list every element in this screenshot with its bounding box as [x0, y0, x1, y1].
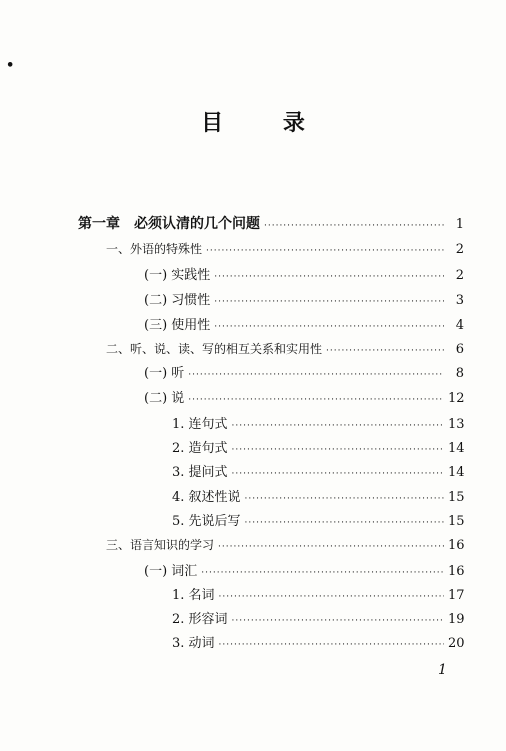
toc-entry-page: 8: [455, 366, 464, 381]
toc-entry-page: 15: [448, 490, 465, 505]
leader-dots: [219, 640, 444, 650]
toc-entry-page: 19: [448, 612, 465, 627]
toc-entry-label: 第一章 必须认清的几个问题: [78, 216, 260, 232]
toc-entry-page: 14: [448, 441, 465, 456]
toc-entry-chapter-1[interactable]: [78, 213, 464, 233]
toc-entry-label: (三) 使用性: [144, 318, 211, 333]
leader-dots: [201, 568, 444, 578]
toc-entry-label: 5. 先说后写: [172, 514, 241, 529]
toc-entry-subsection[interactable]: [144, 362, 464, 381]
toc-entry-section[interactable]: [106, 240, 464, 257]
toc-entry-label: (二) 习惯性: [144, 293, 211, 308]
toc-entry-item[interactable]: [172, 510, 464, 529]
toc-entry-item[interactable]: [172, 584, 464, 603]
leader-dots: [245, 494, 444, 504]
toc-entry-label: 1. 名词: [172, 588, 215, 603]
toc-entry-item[interactable]: [172, 608, 464, 627]
toc-entry-item[interactable]: [172, 632, 464, 651]
toc-entry-page: 3: [455, 293, 464, 308]
toc-entry-page: 6: [455, 342, 464, 357]
toc-entry-item[interactable]: [172, 413, 464, 432]
toc-entry-page: 2: [455, 268, 464, 283]
toc-entry-subsection[interactable]: [144, 289, 464, 308]
leader-dots: [206, 246, 444, 256]
toc-entry-label: (一) 听: [144, 366, 185, 381]
toc-entry-page: 14: [448, 465, 465, 480]
toc-entry-label: 3. 提问式: [172, 465, 228, 480]
toc-entry-label: (二) 说: [144, 391, 185, 406]
toc-entry-label: 二、听、说、读、写的相互关系和实用性: [106, 342, 323, 356]
toc-entry-page: 16: [448, 538, 465, 553]
toc-entry-item[interactable]: [172, 486, 464, 505]
toc-entry-page: 15: [448, 514, 465, 529]
toc-entry-label: (一) 实践性: [144, 268, 211, 283]
toc-entry-page: 13: [448, 417, 465, 432]
leader-dots: [218, 542, 444, 552]
leader-dots: [188, 395, 444, 405]
toc-entry-page: 20: [448, 636, 465, 651]
leader-dots: [326, 346, 444, 356]
toc-entry-page: 16: [448, 564, 465, 579]
toc-entry-section[interactable]: [106, 536, 464, 553]
toc-entry-label: 一、外语的特殊性: [106, 242, 203, 256]
toc-entry-label: 3. 动词: [172, 636, 215, 651]
leader-dots: [232, 445, 444, 455]
toc-entry-label: 4. 叙述性说: [172, 490, 241, 505]
toc-entry-label: 2. 造句式: [172, 441, 228, 456]
toc-entry-item[interactable]: [172, 437, 464, 456]
toc-entry-label: 1. 连句式: [172, 417, 228, 432]
leader-dots: [214, 272, 444, 282]
toc-entry-page: 12: [448, 391, 465, 406]
toc-entry-subsection[interactable]: [144, 387, 464, 406]
page-number: 1: [438, 662, 447, 678]
leader-dots: [232, 469, 444, 479]
leader-dots: [232, 421, 444, 431]
leader-dots: [219, 592, 444, 602]
toc-entry-subsection[interactable]: [144, 264, 464, 283]
toc-entry-page: 17: [448, 588, 465, 603]
corner-mark: •: [6, 58, 15, 73]
leader-dots: [214, 297, 444, 307]
leader-dots: [214, 322, 444, 332]
toc-entry-subsection[interactable]: [144, 314, 464, 333]
leader-dots: [264, 221, 444, 231]
toc-entry-label: 2. 形容词: [172, 612, 228, 627]
toc-entry-page: 4: [455, 318, 464, 333]
toc-entry-page: 2: [455, 242, 464, 257]
toc-entry-page: 1: [455, 217, 464, 232]
toc-entry-label: 三、语言知识的学习: [106, 538, 215, 552]
toc-entry-item[interactable]: [172, 461, 464, 480]
page-title: 目 录: [201, 111, 331, 136]
leader-dots: [188, 370, 444, 380]
toc-entry-subsection[interactable]: [144, 560, 464, 579]
toc-entry-label: (一) 词汇: [144, 564, 198, 579]
toc-entry-section[interactable]: [106, 340, 464, 357]
leader-dots: [232, 616, 444, 626]
leader-dots: [245, 518, 444, 528]
